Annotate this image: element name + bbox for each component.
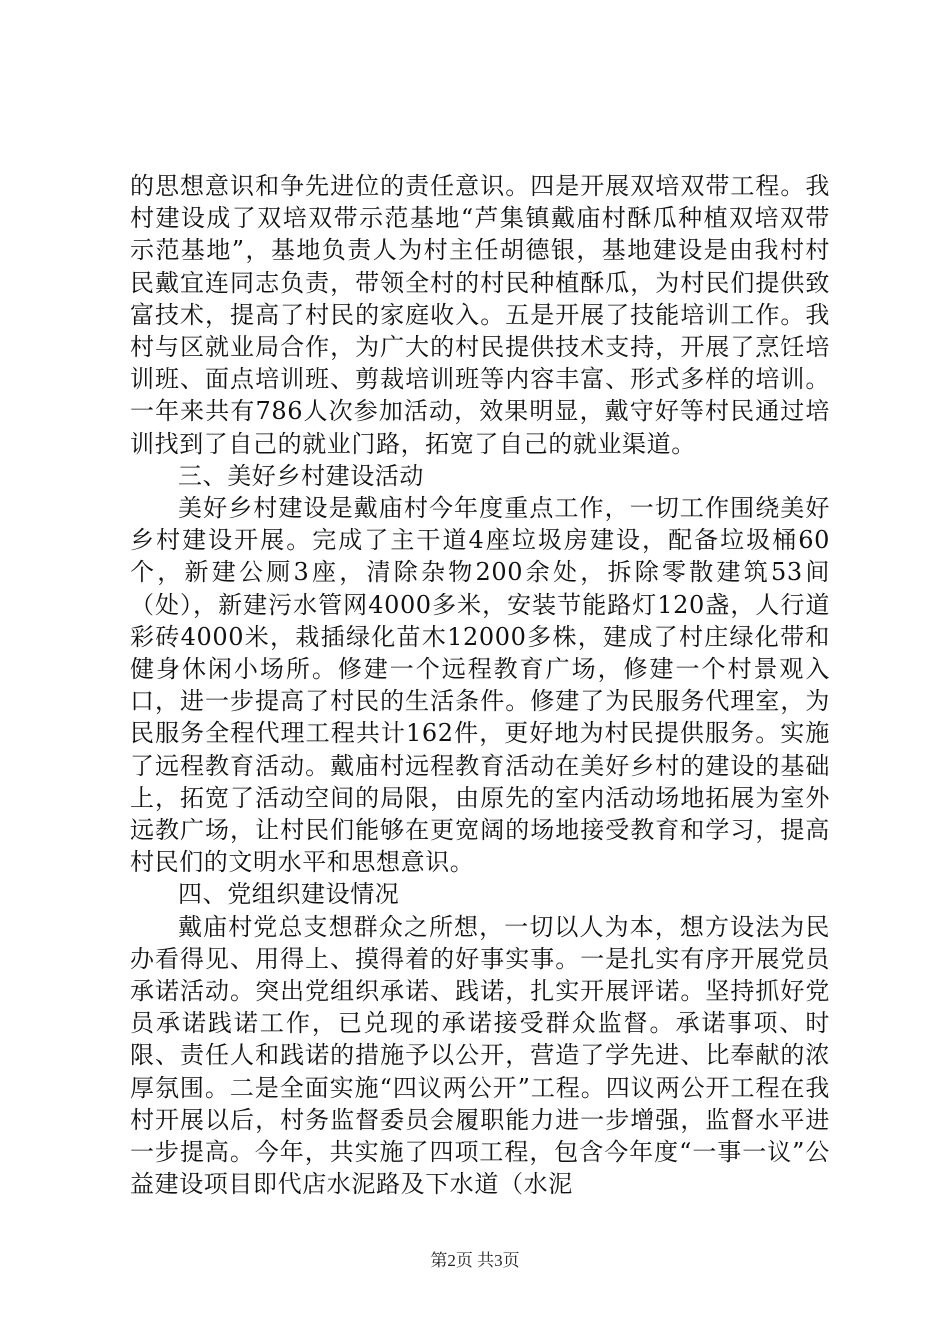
- section-heading-4: 四、党组织建设情况: [178, 880, 400, 909]
- paragraph-continuation: 的思想意识和争先进位的责任意识。四是开展双培双带工程。我村建设成了双培双带示范基地“芦集镇戴庙村酥瓜种植双培双带示范基地”，基地负责人为村主任胡德银，基地建设是由我村村民戴宜连同志负责，带领全村的村民种植酥瓜，为村民们提供致富技术，提高了村民的家庭收入。五是开展了技能培训工作。我村与区就业局合作，为广大的村民提供技术支持，开展了烹饪培训班、面点培训班、剪裁培训班等内容丰富、形式多样的培训。一年来共有786人次参加活动，效果明显，戴守好等村民通过培训找到了自己的就业门路，拓宽了自己的就业渠道。: [130, 172, 830, 458]
- page-number-footer: 第2页 共3页: [430, 1251, 520, 1270]
- section-heading-3: 三、美好乡村建设活动: [178, 461, 424, 490]
- paragraph-rural-construction: 美好乡村建设是戴庙村今年度重点工作，一切工作围绕美好乡村建设开展。完成了主干道4座垃圾房建设，配备垃圾桶60个，新建公厕3座，清除杂物200余处，拆除零散建筑53间（处），新建污水管网4000多米，安装节能路灯120盏，人行道彩砖4000米，栽插绿化苗木12000多株，建成了村庄绿化带和健身休闲小场所。修建一个远程教育广场，修建一个村景观入口，进一步提高了村民的生活条件。修建了为民服务代理室，为民服务全程代理工程共计162件，更好地为村民提供服务。实施了远程教育活动。戴庙村远程教育活动在美好乡村的建设的基础上，拓宽了活动空间的局限，由原先的室内活动场地拓展为室外远教广场，让村民们能够在更宽阔的场地接受教育和学习，提高村民们的文明水平和思想意识。: [130, 494, 830, 877]
- document-body: [130, 170, 830, 1201]
- paragraph-party-organization: 戴庙村党总支想群众之所想，一切以人为本，想方设法为民办看得见、用得上、摸得着的好事实事。一是扎实有序开展党员承诺活动。突出党组织承诺、践诺，扎实开展评诺。坚持抓好党员承诺践诺工作，已兑现的承诺接受群众监督。承诺事项、时限、责任人和践诺的措施予以公开，营造了学先进、比奉献的浓厚氛围。二是全面实施“四议两公开”工程。四议两公开工程在我村开展以后，村务监督委员会履职能力进一步增强，监督水平进一步提高。今年，共实施了四项工程，包含今年度“一事一议”公益建设项目即代店水泥路及下水道（水泥: [130, 912, 830, 1199]
